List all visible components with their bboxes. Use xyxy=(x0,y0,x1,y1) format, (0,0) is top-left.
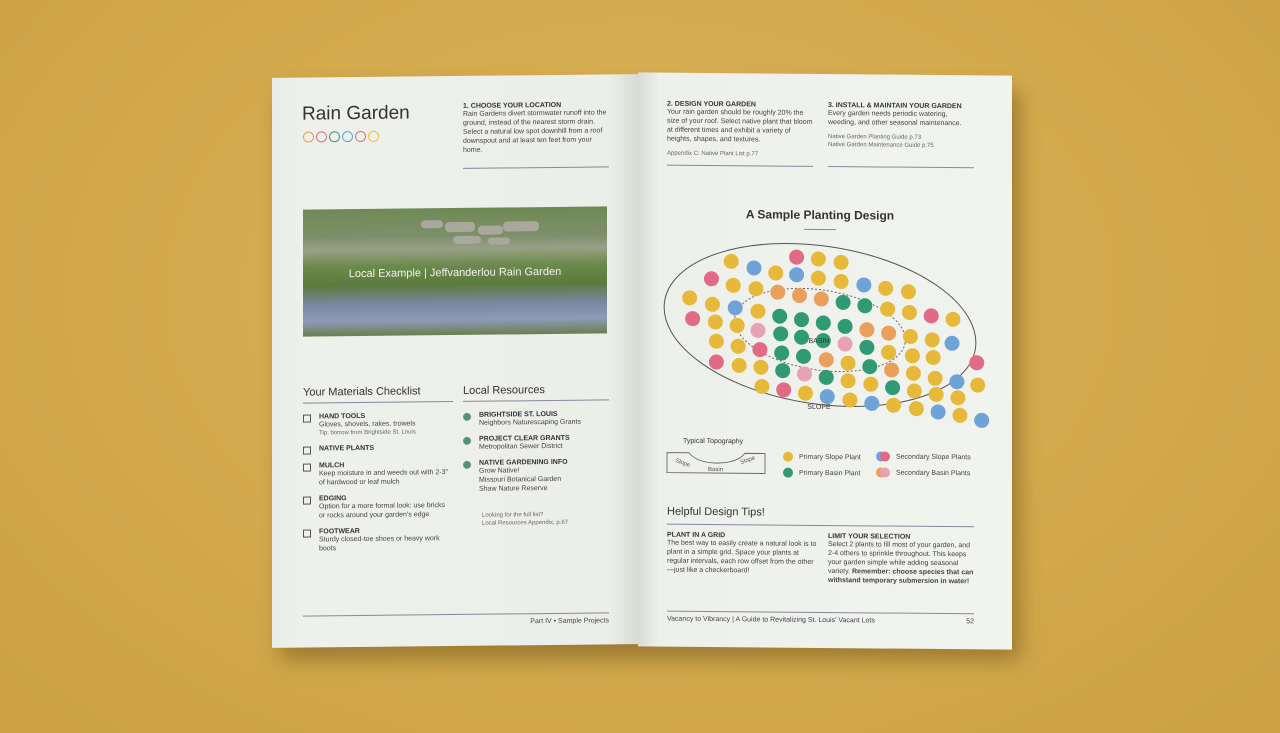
plant-dot xyxy=(724,254,739,269)
resources-list xyxy=(463,410,609,502)
plant-dot xyxy=(859,340,874,355)
resource-desc: Metropolitan Sewer District xyxy=(479,442,563,451)
legend-secondary-basin xyxy=(876,467,970,478)
checkbox[interactable] xyxy=(303,497,311,505)
resource-desc: Grow Native! Missouri Botanical Garden Shaw Nature Reserve xyxy=(479,467,562,493)
plant-dot xyxy=(794,312,809,327)
checkbox[interactable] xyxy=(303,447,311,455)
page-title: Rain Garden xyxy=(302,102,410,125)
plant-dot xyxy=(856,277,871,292)
plant-dot xyxy=(881,345,896,360)
plant-dot xyxy=(885,380,900,395)
legend-swatch xyxy=(876,451,890,461)
plant-dot xyxy=(974,413,989,428)
legend-primary-basin xyxy=(783,468,860,479)
legend-label: Primary Slope Plant xyxy=(799,453,861,461)
plant-dot xyxy=(747,260,762,275)
divider xyxy=(667,524,974,528)
tip-2-heading: LIMIT YOUR SELECTION xyxy=(828,533,911,541)
resource-item xyxy=(463,458,609,494)
page-number: 52 xyxy=(966,618,974,626)
plant-dot xyxy=(950,390,965,405)
plant-dot xyxy=(863,377,878,392)
plant-dot xyxy=(750,323,765,338)
divider xyxy=(303,401,453,404)
step-2-ref: Appendix C: Native Plant List p.77 xyxy=(667,150,759,158)
plant-dot xyxy=(931,404,946,419)
checklist-item[interactable] xyxy=(303,494,453,521)
checkbox[interactable] xyxy=(303,464,311,472)
plant-dot xyxy=(797,366,812,381)
plant-dot xyxy=(905,348,920,363)
step-3 xyxy=(828,102,976,150)
bullet-icon xyxy=(463,413,471,421)
plant-dot xyxy=(906,366,921,381)
plant-dot xyxy=(814,291,829,306)
photo-caption: Local Example | Jeffvanderlou Rain Garden xyxy=(348,265,562,281)
plant-dot xyxy=(770,285,785,300)
resources-title: Local Resources xyxy=(463,384,545,397)
checklist-title: Your Materials Checklist xyxy=(303,385,421,399)
plant-dot xyxy=(816,315,831,330)
plant-dot xyxy=(754,379,769,394)
plant-dot xyxy=(945,336,960,351)
legend-label: Secondary Slope Plants xyxy=(896,453,971,461)
leaf-icon xyxy=(329,131,340,142)
legend-label: Primary Basin Plant xyxy=(799,469,861,477)
checklist-item-desc: Gloves, shovels, rakes, trowels xyxy=(319,420,416,429)
checklist-item-desc: Keep moisture in and weeds out with 2-3" of hardwood or leaf mulch xyxy=(319,469,448,487)
topo-slope-left: Slope xyxy=(674,457,691,469)
resource-label: NATIVE GARDENING INFO xyxy=(479,458,568,467)
plant-dot xyxy=(909,401,924,416)
divider xyxy=(463,399,609,402)
plant-dot xyxy=(748,281,763,296)
right-page xyxy=(638,72,1012,649)
plant-dot xyxy=(811,271,826,286)
plant-dot xyxy=(794,330,809,345)
plant-dot xyxy=(776,382,791,397)
plant-dot xyxy=(859,322,874,337)
dollar-icon xyxy=(355,131,366,142)
plant-dot xyxy=(819,352,834,367)
plant-dot xyxy=(811,251,826,266)
checklist-item-label: HAND TOOLS xyxy=(319,412,366,421)
plant-dot xyxy=(705,297,720,312)
legend-label: Secondary Basin Plants xyxy=(896,469,971,477)
plant-dot xyxy=(924,308,939,323)
divider xyxy=(828,166,974,168)
checklist-item[interactable] xyxy=(303,412,453,438)
checklist-item-desc: Option for a more formal look: use bricks or rocks around your garden's edge xyxy=(319,502,446,520)
bullet-icon xyxy=(463,461,471,469)
plant-dot xyxy=(792,288,807,303)
resources-note: Looking for the full list? Local Resources Appendix, p.67 xyxy=(482,512,569,527)
plant-dot xyxy=(952,408,967,423)
plant-dot xyxy=(709,354,724,369)
plant-dot xyxy=(881,326,896,341)
plant-dot xyxy=(798,386,813,401)
plant-dot xyxy=(925,332,940,347)
plant-dot xyxy=(884,362,899,377)
plant-dot xyxy=(862,359,877,374)
plant-dot xyxy=(704,271,719,286)
divider xyxy=(804,229,836,230)
plant-dot xyxy=(834,274,849,289)
step-1-text: Rain Gardens divert stormwater runoff into the ground, instead of the nearest storm drain. Select a natural low spot downhill from a roof downspout and at least ten feet from your home. xyxy=(463,109,607,154)
resource-label: BRIGHTSIDE ST. LOUIS xyxy=(479,410,558,419)
checklist-item[interactable] xyxy=(303,461,453,488)
plant-dot xyxy=(732,358,747,373)
checklist-item-desc: Sturdy closed-toe shoes or heavy work boots xyxy=(319,535,440,553)
plant-dot xyxy=(843,392,858,407)
topography-diagram xyxy=(665,447,769,478)
plant-dot xyxy=(753,360,768,375)
plant-dot xyxy=(796,349,811,364)
plant-dot xyxy=(926,350,941,365)
plant-dot xyxy=(730,318,745,333)
attribute-icons xyxy=(303,131,381,145)
plant-dot xyxy=(969,355,984,370)
plant-dot xyxy=(708,314,723,329)
plant-dot xyxy=(731,339,746,354)
topography-title: Typical Topography xyxy=(683,437,744,446)
plant-dot xyxy=(728,300,743,315)
plant-dot xyxy=(819,370,834,385)
topo-slope-right: Slope xyxy=(739,455,757,467)
legend-swatch xyxy=(876,467,890,477)
bloom-icon xyxy=(316,131,327,142)
plant-dot xyxy=(903,329,918,344)
plant-dot xyxy=(929,387,944,402)
resource-desc: Neighbors Naturescaping Grants xyxy=(479,418,581,427)
sun-icon xyxy=(303,131,314,142)
checkbox[interactable] xyxy=(303,415,311,423)
plant-dot xyxy=(841,373,856,388)
tip-2-text: Select 2 plants to fill most of your garden, and 2-4 others to sprinkle throughout. This keeps your garden simple while adding seasonal variety. xyxy=(828,541,971,576)
checkbox[interactable] xyxy=(303,530,311,538)
tips-title: Helpful Design Tips! xyxy=(667,505,765,519)
plant-dot xyxy=(886,398,901,413)
slope-label: SLOPE xyxy=(807,403,831,412)
tip-1 xyxy=(667,532,817,576)
resource-item xyxy=(463,410,609,428)
step-3-ref: Native Garden Planting Guide p.73 Native Garden Maintenance Guide p.75 xyxy=(828,134,934,149)
step-3-heading: 3. INSTALL & MAINTAIN YOUR GARDEN xyxy=(828,102,962,111)
diagram-title: A Sample Planting Design xyxy=(745,207,895,223)
checklist-item-label: NATIVE PLANTS xyxy=(319,444,375,453)
garden-photo xyxy=(303,206,607,336)
legend-primary-slope xyxy=(783,452,861,463)
step-3-text: Every garden needs periodic watering, weeding, and other seasonal maintenance. xyxy=(828,110,962,128)
plant-dot xyxy=(789,267,804,282)
checklist-item-label: FOOTWEAR xyxy=(319,527,360,536)
plant-dot xyxy=(820,389,835,404)
plant-dot xyxy=(841,356,856,371)
checklist-item[interactable] xyxy=(303,444,453,455)
plant-dot xyxy=(774,345,789,360)
divider xyxy=(463,166,609,169)
tip-2-bold: Remember: choose species that can withstand temporary submersion in water! xyxy=(828,568,974,586)
step-1 xyxy=(463,101,609,155)
step-2 xyxy=(667,101,813,159)
plant-dot xyxy=(682,290,697,305)
plant-dot xyxy=(928,371,943,386)
divider xyxy=(667,165,813,167)
resource-item xyxy=(463,434,609,452)
plant-dot xyxy=(878,281,893,296)
planting-diagram xyxy=(638,232,1012,465)
plant-dot xyxy=(752,342,767,357)
step-2-text: Your rain garden should be roughly 20% the size of your roof. Select native plant that bloom at different times and exhibit a variety of heights, shapes, and textures. xyxy=(667,108,813,144)
checklist-item-label: EDGING xyxy=(319,495,347,503)
star-icon xyxy=(368,131,379,142)
plant-dot xyxy=(836,295,851,310)
plant-dot xyxy=(902,305,917,320)
legend-swatch xyxy=(783,452,793,462)
plant-dot xyxy=(857,298,872,313)
plant-dot xyxy=(768,265,783,280)
plant-dot xyxy=(970,378,985,393)
plant-dot xyxy=(772,309,787,324)
plant-dot xyxy=(901,284,916,299)
plant-dot xyxy=(838,336,853,351)
right-footer: Vacancy to Vibrancy | A Guide to Revitalizing St. Louis' Vacant Lots xyxy=(667,615,875,625)
tip-2 xyxy=(828,533,976,586)
plant-dot xyxy=(880,302,895,317)
plant-dot xyxy=(750,304,765,319)
step-1-heading: 1. CHOOSE YOUR LOCATION xyxy=(463,101,562,110)
checklist-item-label: MULCH xyxy=(319,462,345,470)
plant-dot xyxy=(773,326,788,341)
checklist xyxy=(303,412,453,562)
plant-dot xyxy=(838,319,853,334)
plant-dot xyxy=(907,383,922,398)
plant-dot xyxy=(864,396,879,411)
plant-dot xyxy=(945,312,960,327)
step-2-heading: 2. DESIGN YOUR GARDEN xyxy=(667,100,756,109)
left-page xyxy=(272,74,638,648)
plant-dot xyxy=(726,278,741,293)
legend-swatch xyxy=(783,468,793,478)
plant-dot xyxy=(685,311,700,326)
plant-dot xyxy=(834,255,849,270)
topo-basin: Basin xyxy=(708,466,724,474)
plant-dot xyxy=(775,363,790,378)
footer-rule xyxy=(667,611,974,615)
plant-dot xyxy=(789,250,804,265)
basin-label: BASIN xyxy=(808,337,830,346)
left-footer: Part IV • Sample Projects xyxy=(530,617,609,626)
checklist-item-tip: Tip: borrow from Brightside St. Louis xyxy=(319,429,416,437)
tip-1-text: The best way to easily create a natural look is to plant in a simple grid. Space your plants at regular intervals, each row offset from the other—just like a checkerboard! xyxy=(667,539,817,575)
bullet-icon xyxy=(463,437,471,445)
water-icon xyxy=(342,131,353,142)
tip-1-heading: PLANT IN A GRID xyxy=(667,531,726,540)
checklist-item[interactable] xyxy=(303,527,453,554)
footer-rule xyxy=(303,612,609,616)
plant-dot xyxy=(949,374,964,389)
resource-label: PROJECT CLEAR GRANTS xyxy=(479,434,570,443)
plant-dot xyxy=(709,334,724,349)
legend-secondary-slope xyxy=(876,451,971,462)
